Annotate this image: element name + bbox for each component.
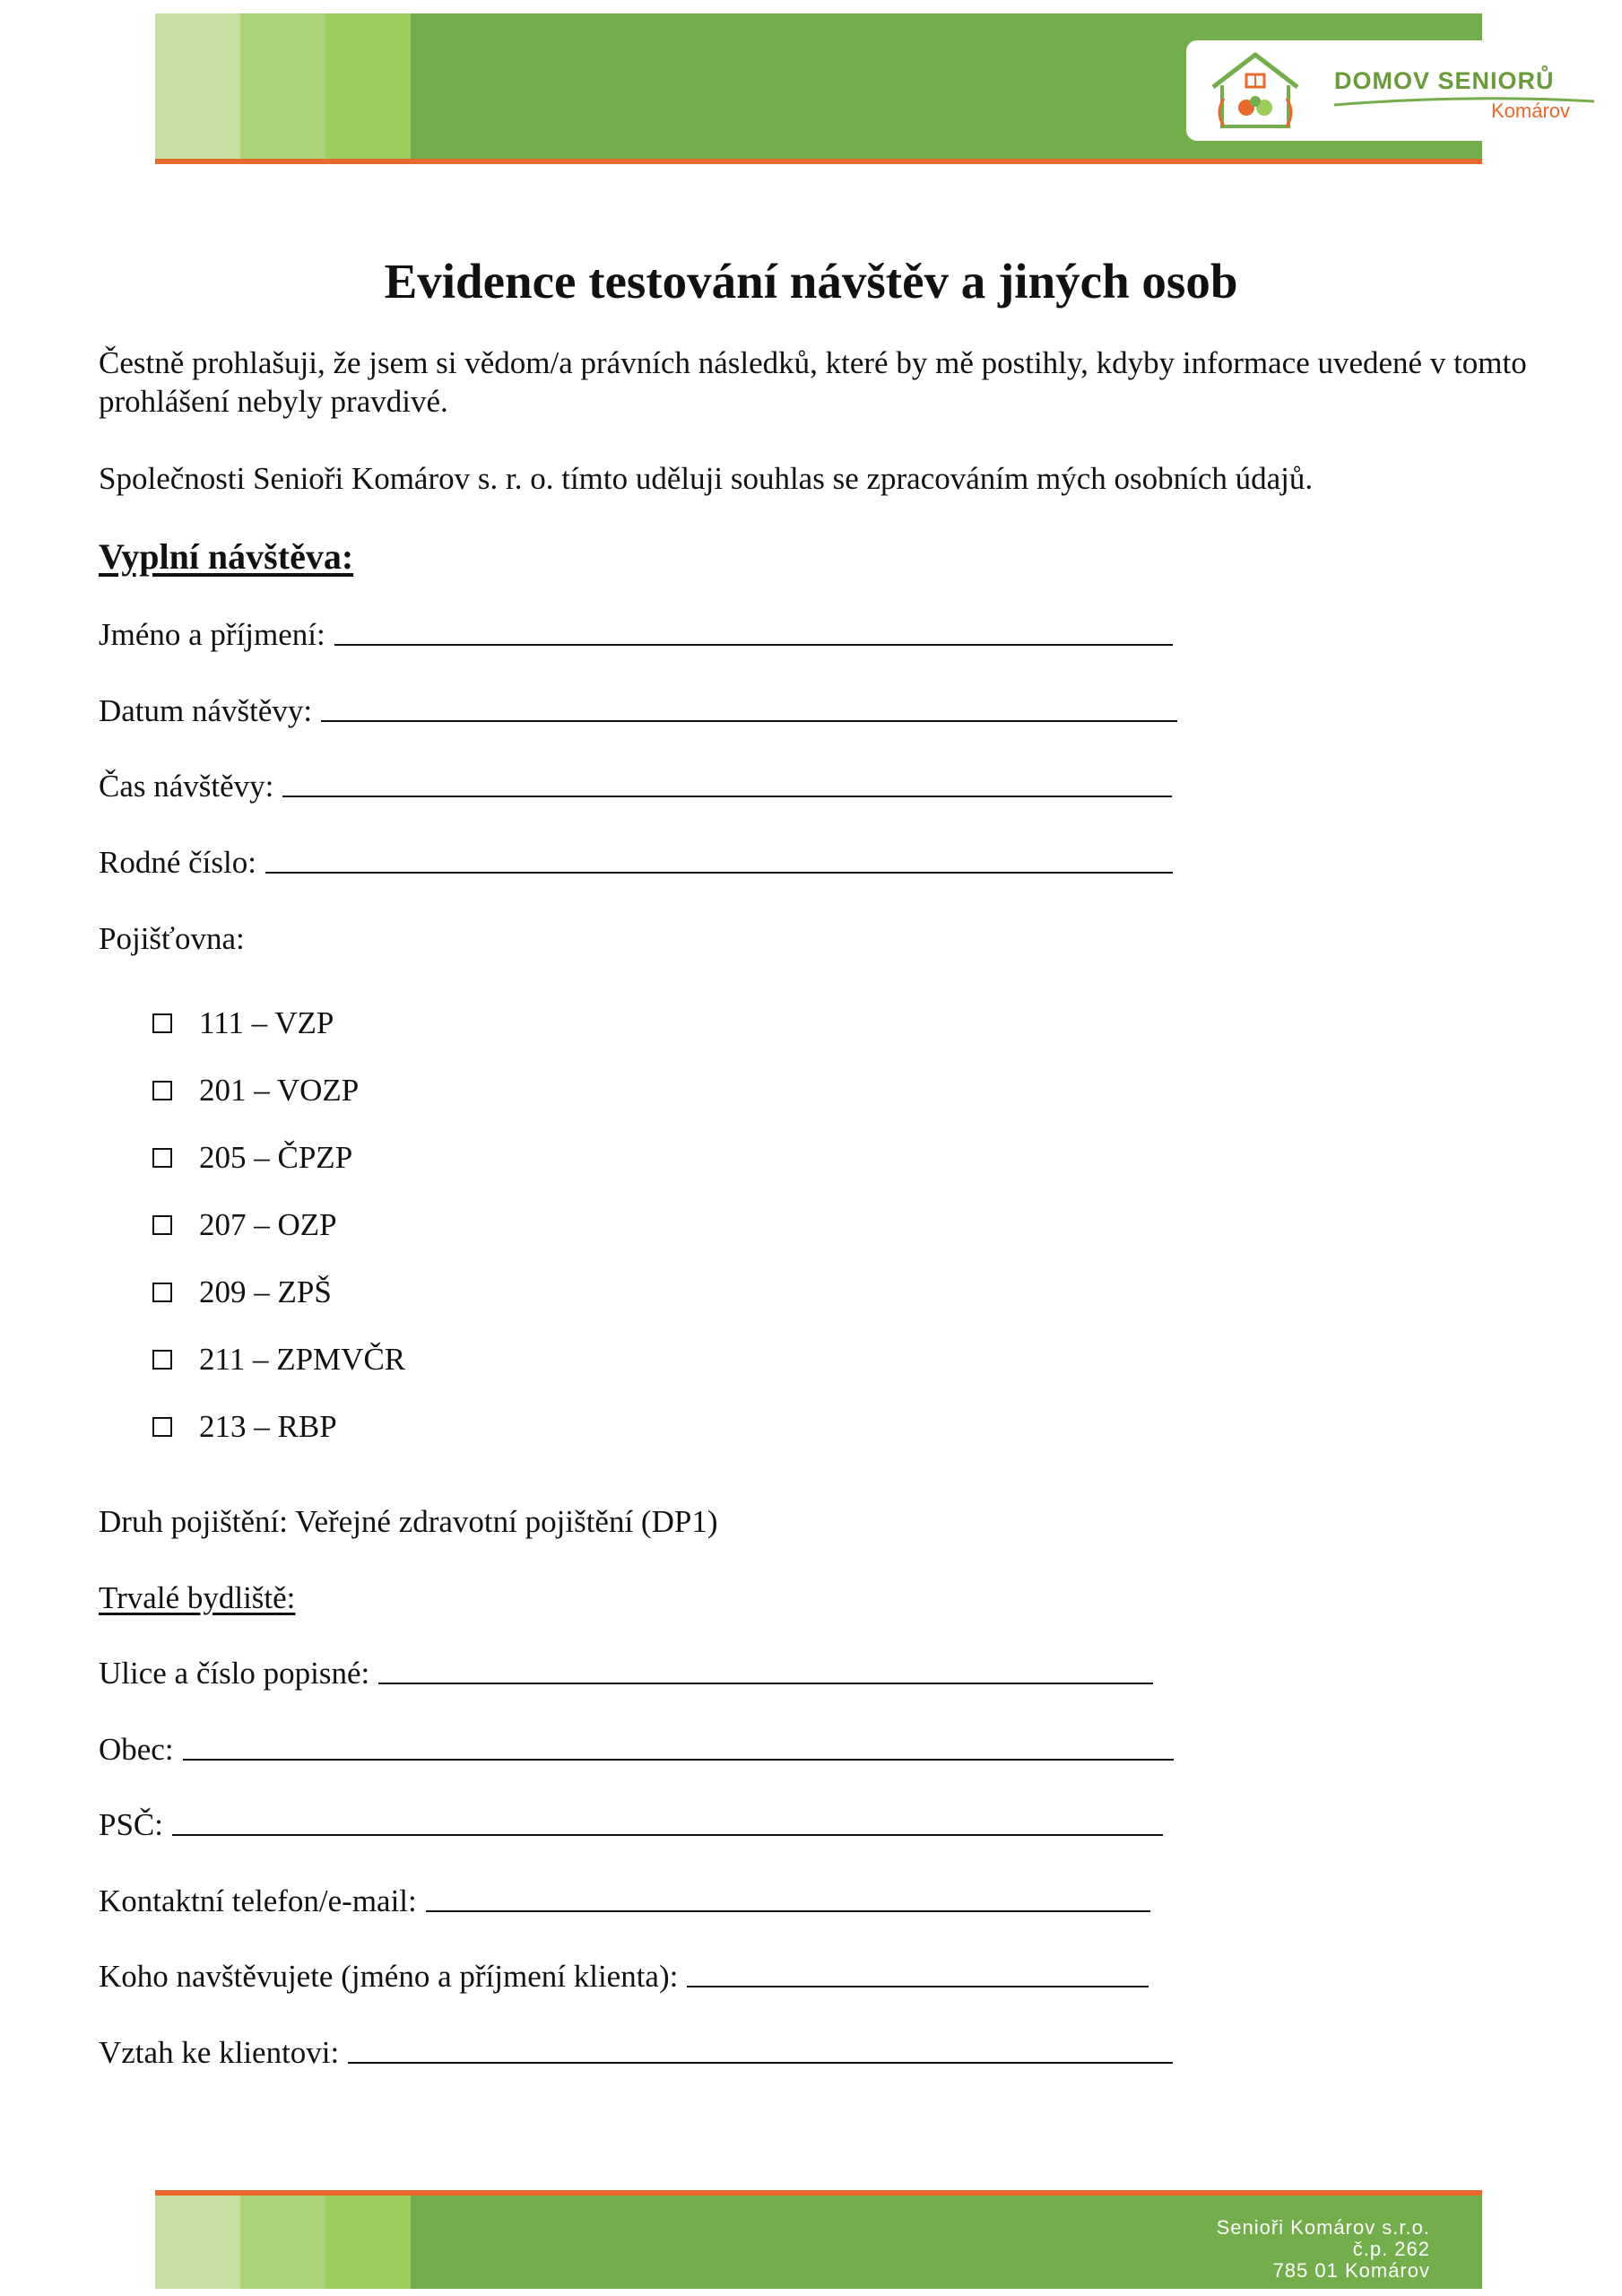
checkbox[interactable] xyxy=(152,1417,172,1437)
stripe-pale xyxy=(155,2196,240,2289)
insurer-option[interactable] xyxy=(152,1073,359,1109)
visit-date-label: Datum návštěvy: xyxy=(99,693,313,728)
checkbox[interactable] xyxy=(152,1350,172,1370)
relation-field xyxy=(99,2035,1173,2071)
checkbox[interactable] xyxy=(152,1215,172,1235)
insurer-option[interactable] xyxy=(152,1005,334,1041)
stripe-mid xyxy=(325,2196,411,2289)
insurer-option[interactable] xyxy=(152,1274,332,1310)
logo xyxy=(1186,40,1608,141)
page-title: Evidence testování návštěv a jiných osob xyxy=(384,254,1238,309)
logo-subtitle: Komárov xyxy=(1491,100,1571,122)
footer-city: 785 01 Komárov xyxy=(1272,2259,1430,2282)
stripe-light xyxy=(240,2196,325,2289)
visit-date-field xyxy=(99,693,1177,729)
zip-input-line[interactable] xyxy=(172,1833,1163,1836)
name-input-line[interactable] xyxy=(334,643,1173,646)
footer-company: Senioři Komárov s.r.o. xyxy=(1216,2216,1430,2239)
stripe-pale xyxy=(155,13,240,164)
city-input-line[interactable] xyxy=(183,1758,1174,1761)
visit-time-label: Čas návštěvy: xyxy=(99,769,274,804)
name-label: Jméno a příjmení: xyxy=(99,617,325,652)
relation-label: Vztah ke klientovi: xyxy=(99,2035,340,2070)
birth-number-label: Rodné číslo: xyxy=(99,845,256,880)
relation-input-line[interactable] xyxy=(348,2061,1173,2064)
contact-input-line[interactable] xyxy=(426,1909,1150,1912)
insurer-option-label: 201 – VOZP xyxy=(199,1073,360,1108)
footer-street: č.p. 262 xyxy=(1352,2238,1430,2260)
street-label: Ulice a číslo popisné: xyxy=(99,1656,370,1691)
insurance-type: Druh pojištění: Veřejné zdravotní pojištění (DP1) xyxy=(99,1504,718,1539)
residence-heading: Trvalé bydliště: xyxy=(99,1580,296,1615)
name-field xyxy=(99,617,1173,653)
section-heading: Vyplní návštěva: xyxy=(99,536,354,577)
checkbox[interactable] xyxy=(152,1081,172,1100)
header-divider xyxy=(155,159,1482,164)
insurer-option[interactable] xyxy=(152,1207,337,1243)
insurer-option-label: 207 – OZP xyxy=(199,1207,337,1242)
consent-text: Společnosti Senioři Komárov s. r. o. tímto uděluji souhlas se zpracováním mých osobních údajů. xyxy=(99,461,1314,496)
checkbox[interactable] xyxy=(152,1013,172,1033)
contact-label: Kontaktní telefon/e-mail: xyxy=(99,1883,417,1918)
insurer-option[interactable] xyxy=(152,1342,405,1378)
insurer-option-label: 209 – ZPŠ xyxy=(199,1274,332,1309)
visit-time-field xyxy=(99,769,1172,804)
visiting-input-line[interactable] xyxy=(687,1985,1149,1987)
visiting-label: Koho navštěvujete (jméno a příjmení klienta): xyxy=(99,1959,679,1994)
insurer-option[interactable] xyxy=(152,1140,352,1176)
footer-banner xyxy=(155,2196,1482,2289)
logo-title: DOMOV SENIORŮ xyxy=(1334,67,1555,94)
checkbox[interactable] xyxy=(152,1283,172,1302)
insurer-option-label: 213 – RBP xyxy=(199,1409,337,1444)
house-icon xyxy=(1206,49,1305,132)
stripe-light xyxy=(240,13,325,164)
visit-date-input-line[interactable] xyxy=(321,719,1177,722)
street-field xyxy=(99,1656,1153,1692)
city-field xyxy=(99,1732,1174,1768)
footer-address xyxy=(1217,2217,1430,2282)
insurer-option[interactable] xyxy=(152,1409,337,1445)
birth-number-field xyxy=(99,845,1173,881)
header-banner xyxy=(155,13,1571,164)
zip-field xyxy=(99,1807,1163,1843)
insurer-option-label: 111 – VZP xyxy=(199,1005,334,1040)
stripe-mid xyxy=(325,13,411,164)
insurer-label: Pojišťovna: xyxy=(99,921,245,956)
insurer-option-label: 211 – ZPMVČR xyxy=(199,1342,406,1377)
birth-number-input-line[interactable] xyxy=(265,871,1173,874)
visit-time-input-line[interactable] xyxy=(282,795,1172,797)
checkbox[interactable] xyxy=(152,1148,172,1168)
zip-label: PSČ: xyxy=(99,1807,163,1842)
street-input-line[interactable] xyxy=(378,1682,1153,1684)
declaration-text: Čestně prohlašuji, že jsem si vědom/a právních následků, které by mě postihly, kdyby informace uvedené v tomto prohlášení nebyly pravdivé. xyxy=(99,345,1527,419)
insurer-option-label: 205 – ČPZP xyxy=(199,1140,353,1175)
visiting-field xyxy=(99,1959,1149,1995)
contact-field xyxy=(99,1883,1150,1919)
city-label: Obec: xyxy=(99,1732,174,1767)
